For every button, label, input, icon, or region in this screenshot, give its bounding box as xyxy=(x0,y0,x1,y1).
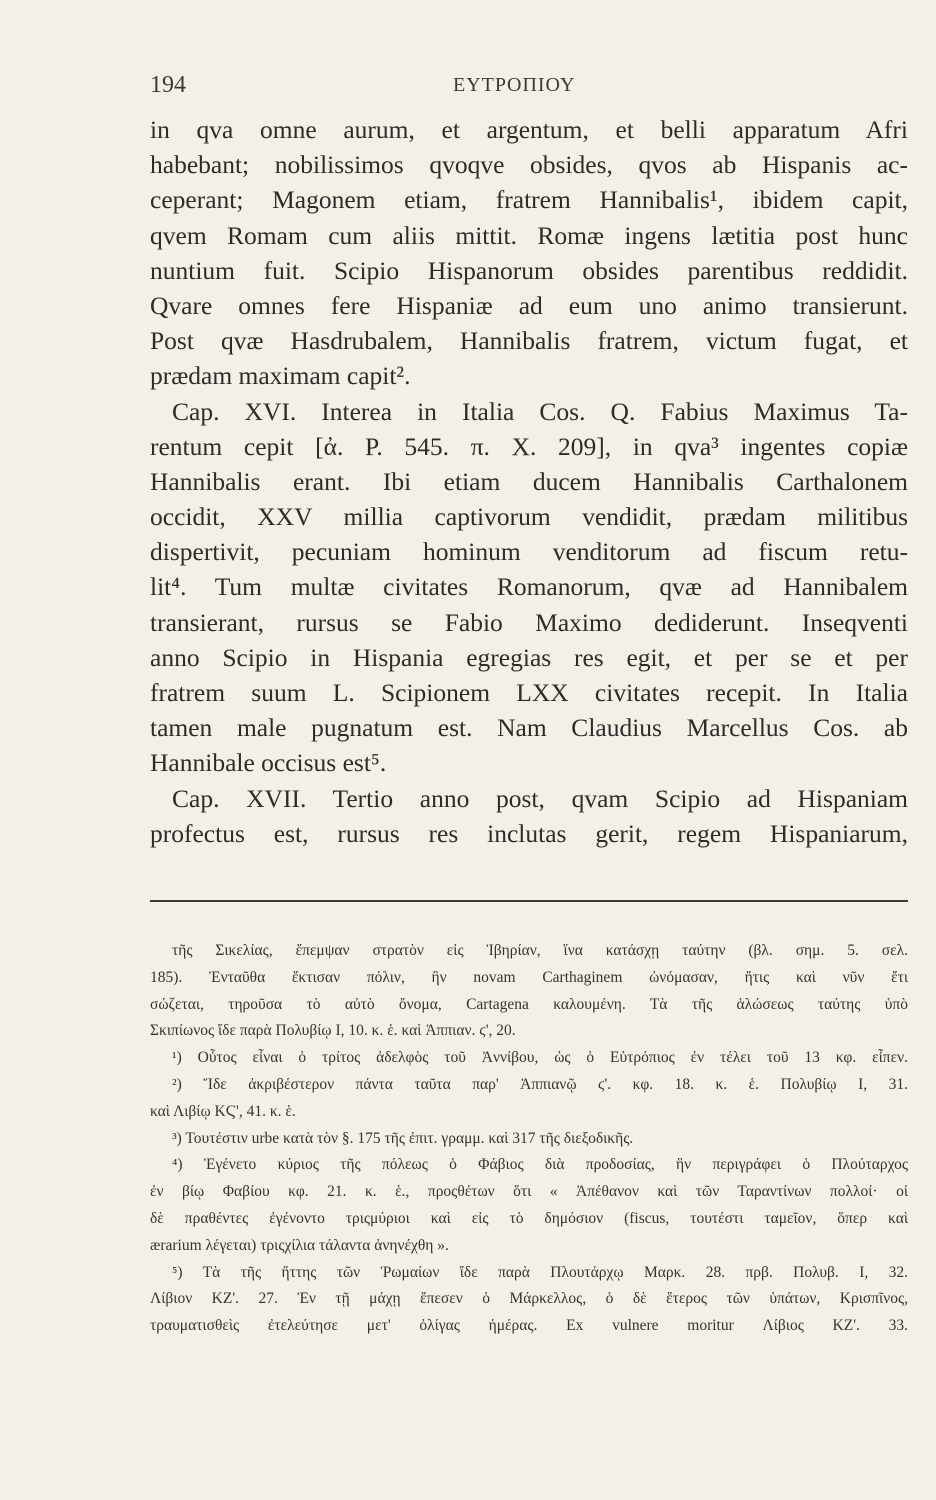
footnotes-block xyxy=(150,938,908,1340)
text-line: qvem Romam cum aliis mittit. Romæ ingens lætitia post hunc xyxy=(150,220,908,250)
footnote-2: ²) Ἴδε ἀκριβέστερον πάντα ταῦτα παρ' Ἀππιανῷ ϛ'. κφ. 18. κ. ἑ. Πολυβίῳ Ι, 31. xyxy=(172,1075,908,1093)
footnote-4: ⁴) Ἐγένετο κύριος τῆς πόλεως ὁ Φάβιος διὰ προδοσίας, ἣν περιγράφει ὁ Πλούταρχος xyxy=(172,1156,908,1174)
text-line: nuntium fuit. Scipio Hispanorum obsides parentibus reddidit. xyxy=(150,255,908,285)
footnote-line: τραυματισθεὶς ἐτελεύτησε μετ' ὀλίγας ἡμέρας. Ex vulnere moritur Λίβιος ΚΖ'. 33. xyxy=(150,1317,908,1335)
text-line: Hannibale occisus est⁵. xyxy=(150,748,387,778)
running-title: ΕΥΤΡΟΠΙΟΥ xyxy=(453,74,576,96)
footnote-line: καὶ Λιβίῳ ΚϚ', 41. κ. ἑ. xyxy=(150,1102,296,1120)
main-text-block xyxy=(150,112,908,851)
page-number: 194 xyxy=(150,72,186,98)
footnote-line: ἐν βίῳ Φαβίου κφ. 21. κ. ἑ., προςθέτων ὅτι « Ἀπέθανον καὶ τῶν Ταραντίνων πολλοί· οἱ xyxy=(150,1183,908,1201)
footnote-line: ærarium λέγεται) τριςχίλια τάλαντα ἀνηνέχθη ». xyxy=(150,1236,449,1254)
text-line: occidit, XXV millia captivorum vendidit, prædam militibus xyxy=(150,502,908,532)
footnote-line: Σκιπίωνος ἴδε παρὰ Πολυβίῳ Ι, 10. κ. ἑ. καὶ Ἀππιαν. ϛ', 20. xyxy=(150,1022,516,1040)
footnote-line: δὲ πραθέντες ἐγένοντο τριςμύριοι καὶ εἰς τὸ δημόσιον (fiscus, τουτέστι ταμεῖον, ὅπερ καὶ xyxy=(150,1209,908,1227)
footnote-line: 185). Ἐνταῦθα ἔκτισαν πόλιν, ἣν novam Carthaginem ὠνόμασαν, ἥτις καὶ νῦν ἔτι xyxy=(150,968,908,986)
footnote-5: ⁵) Τὰ τῆς ἥττης τῶν Ῥωμαίων ἴδε παρὰ Πλουτάρχῳ Μαρκ. 28. πρβ. Πολυβ. Ι, 32. xyxy=(172,1263,908,1281)
text-line: lit⁴. Tum multæ civitates Romanorum, qvæ ad Hannibalem xyxy=(150,572,908,602)
text-line: Hannibalis erant. Ibi etiam ducem Hannibalis Carthalonem xyxy=(150,466,908,496)
text-line: dispertivit, pecuniam hominum venditorum ad fiscum retu- xyxy=(150,537,908,567)
text-line: Post qvæ Hasdrubalem, Hannibalis fratrem, victum fugat, et xyxy=(150,326,908,356)
footnote-separator-rule xyxy=(150,900,908,902)
text-line: tamen male pugnatum est. Nam Claudius Marcellus Cos. ab xyxy=(150,713,908,743)
footnote-line: τῆς Σικελίας, ἔπεμψαν στρατὸν εἰς Ἰβηρίαν, ἵνα κατάσχῃ ταύτην (βλ. σημ. 5. σελ. xyxy=(172,942,908,959)
text-line: rentum cepit [ἀ. Ρ. 545. π. Χ. 209], in qva³ ingentes copiæ xyxy=(150,431,908,461)
footnote-1: ¹) Οὗτος εἶναι ὁ τρίτος ἀδελφὸς τοῦ Ἀννίβου, ὡς ὁ Εὐτρόπιος ἐν τέλει τοῦ 13 κφ. εἶπεν. xyxy=(172,1049,908,1067)
text-line: prædam maximam capit². xyxy=(150,361,411,391)
text-line: Qvare omnes fere Hispaniæ ad eum uno animo transierunt. xyxy=(150,290,908,320)
footnote-3: ³) Τουτέστιν urbe κατὰ τὸν §. 175 τῆς ἐπιτ. γραμμ. καὶ 317 τῆς διεξοδικῆς. xyxy=(172,1129,634,1147)
text-line: in qva omne aurum, et argentum, et belli apparatum Afri xyxy=(150,115,908,144)
text-line: transierant, rursus se Fabio Maximo dediderunt. Inseqventi xyxy=(150,607,908,637)
chapter-start-line: Cap. XVI. Interea in Italia Cos. Q. Fabius Maximus Ta- xyxy=(172,396,908,426)
text-line: anno Scipio in Hispania egregias res egit, et per se et per xyxy=(150,642,908,672)
footnote-line: Λίβιον ΚΖ'. 27. Ἐν τῇ μάχῃ ἔπεσεν ὁ Μάρκελλος, ὁ δὲ ἕτερος τῶν ὑπάτων, Κρισπῖνος, xyxy=(150,1290,908,1308)
page-header xyxy=(150,72,910,102)
text-line: fratrem suum L. Scipionem LXX civitates recepit. In Italia xyxy=(150,678,908,707)
text-line: ceperant; Magonem etiam, fratrem Hannibalis¹, ibidem capit, xyxy=(150,185,908,215)
chapter-start-line: Cap. XVII. Tertio anno post, qvam Scipio ad Hispaniam xyxy=(172,783,908,813)
footnote-line: σώζεται, τηροῦσα τὸ αὐτὸ ὄνομα, Cartagena καλουμένη. Τὰ τῆς ἁλώσεως ταύτης ὑπὸ xyxy=(150,995,908,1013)
text-line: habebant; nobilissimos qvoqve obsides, qvos ab Hispanis ac- xyxy=(150,150,908,180)
text-line: profectus est, rursus res inclutas gerit, regem Hispaniarum, xyxy=(150,818,908,848)
